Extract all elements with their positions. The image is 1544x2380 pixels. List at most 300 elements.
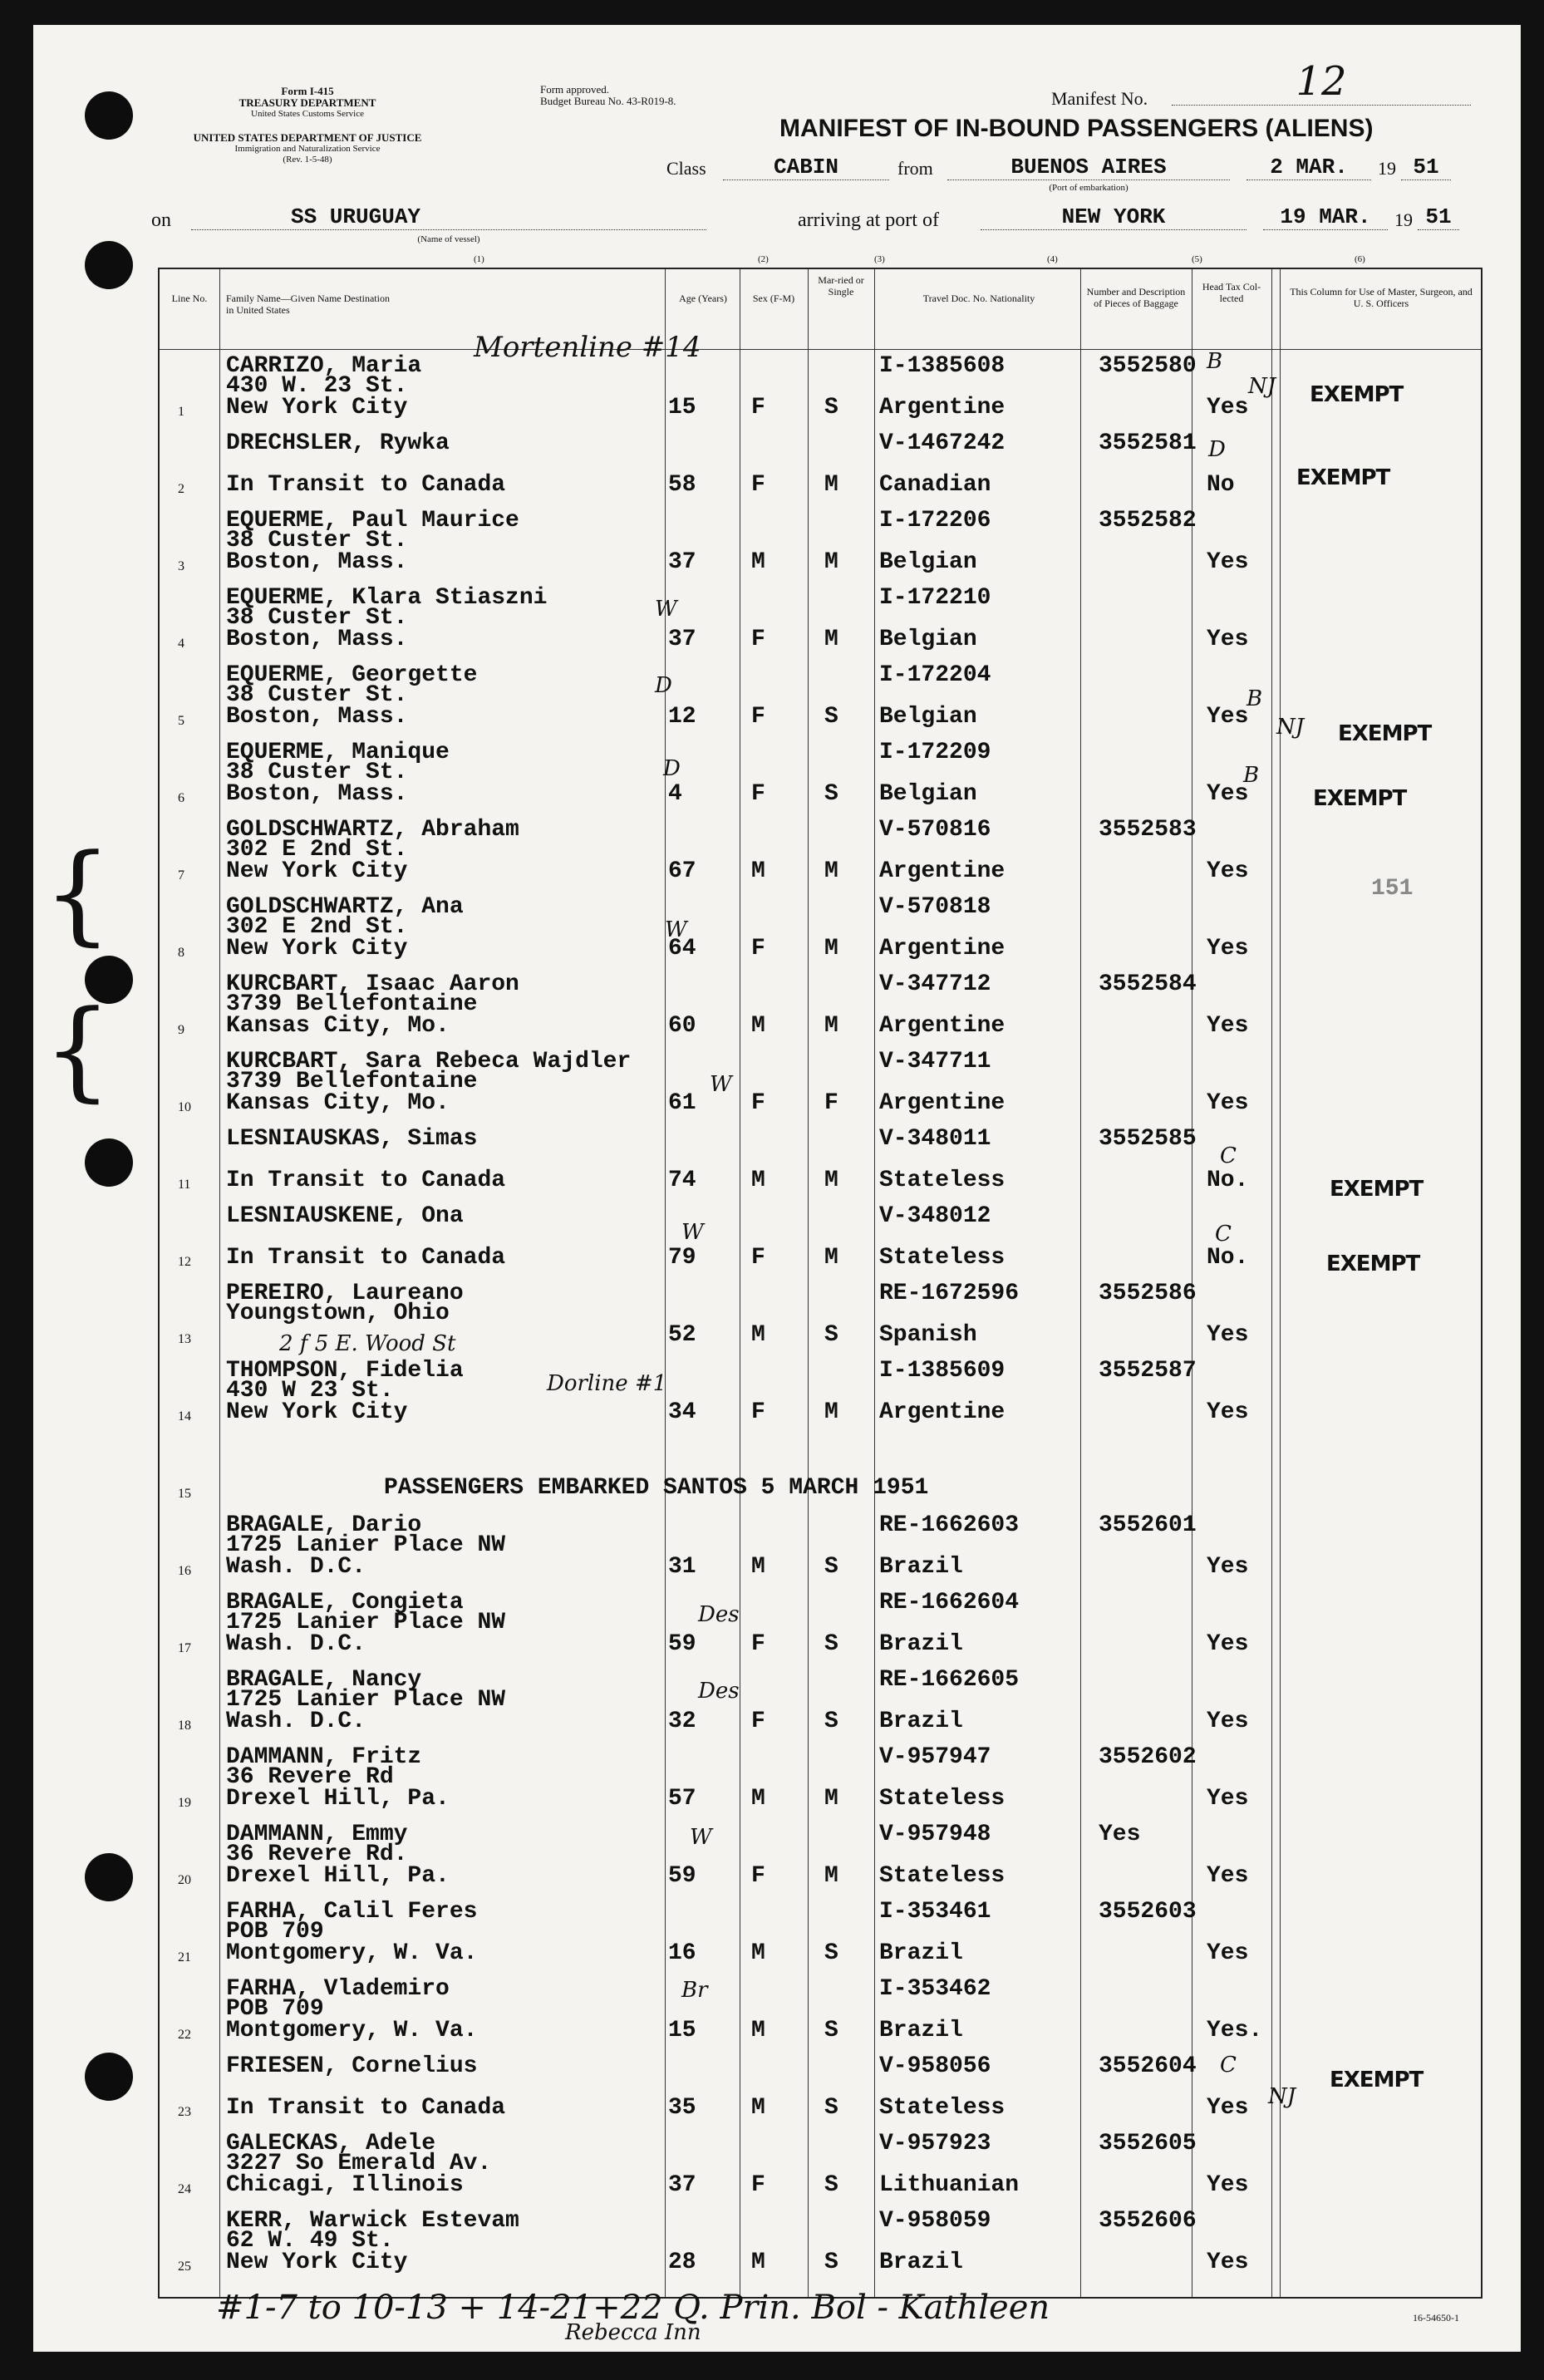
handwritten-d: D (1208, 437, 1226, 462)
line-number: 9 (178, 1023, 184, 1037)
row-name: BRAGALE, Dario (226, 1512, 422, 1538)
row-sex: F (751, 1631, 765, 1657)
line-number: 7 (178, 868, 184, 883)
row-travel-doc: I-172206 (879, 508, 991, 534)
exempt-stamp: EXEMPT (1338, 721, 1432, 746)
row-head-tax: Yes (1207, 2095, 1249, 2121)
row-head-tax: No. (1207, 1245, 1249, 1271)
row-sex: F (751, 704, 765, 730)
row-name: FARHA, Vlademiro (226, 1976, 450, 2002)
binder-hole (85, 241, 133, 289)
row-sex: F (751, 2172, 765, 2198)
row-name: DAMMANN, Emmy (226, 1822, 408, 1847)
row-baggage: 3552581 (1099, 430, 1197, 456)
row-sex: F (751, 936, 765, 961)
row-address: 38 Custer St. (226, 528, 408, 553)
row-age: 31 (668, 1554, 696, 1580)
col-number: (4) (1047, 254, 1058, 264)
row-sex: F (751, 472, 765, 498)
row-name: BRAGALE, Nancy (226, 1667, 422, 1693)
row-nationality: Stateless (879, 1245, 1006, 1271)
row-baggage: 3552604 (1099, 2053, 1197, 2079)
row-age: 37 (668, 2172, 696, 2198)
vessel-caption: (Name of vessel) (417, 234, 480, 244)
header-travel-doc: Travel Doc. No. Nationality (922, 293, 1035, 304)
row-age: 52 (668, 1322, 696, 1348)
line-number: 18 (178, 1719, 191, 1733)
line-number: 17 (178, 1641, 191, 1655)
row-marital: S (824, 1709, 838, 1734)
arrival-date: 19 MAR. (1263, 204, 1388, 230)
header-baggage: Number and Description of Pieces of Baggage (1086, 286, 1186, 309)
row-travel-doc: V-570816 (879, 817, 991, 843)
row-baggage: Yes (1099, 1822, 1141, 1847)
row-marital: S (824, 2172, 838, 2198)
row-address: 38 Custer St. (226, 682, 408, 708)
row-name: EQUERME, Paul Maurice (226, 508, 519, 534)
from-label: from (897, 158, 933, 179)
handwritten-c: C (1220, 1143, 1237, 1168)
handwritten-nj: NJ (1248, 374, 1276, 399)
line-number: 15 (178, 1487, 191, 1501)
row-name: PEREIRO, Laureano (226, 1281, 464, 1306)
col-number: (6) (1355, 254, 1365, 264)
row-address: 430 W. 23 St. (226, 373, 408, 399)
departure-year: 51 (1401, 155, 1451, 180)
row-age: 79 (668, 1245, 696, 1271)
row-nationality: Belgian (879, 781, 977, 807)
handwritten-nj: NJ (1276, 715, 1305, 740)
line-number: 16 (178, 1564, 191, 1578)
handwritten-c: C (1215, 1222, 1232, 1247)
manifest-label: Manifest No. (1051, 88, 1148, 109)
row-sex: F (751, 1399, 765, 1425)
row-head-tax: Yes (1207, 1940, 1249, 1966)
handwritten-note-row-1: Mortenline #14 (474, 331, 701, 364)
row-address: 36 Revere Rd. (226, 1842, 408, 1867)
row-marital: F (824, 1090, 838, 1116)
row-sex: F (751, 395, 765, 420)
handwritten-w: W (681, 1220, 704, 1245)
row-name: EQUERME, Klara Stiaszni (226, 585, 548, 611)
row-address: 302 E 2nd St. (226, 914, 408, 940)
row-destination: Wash. D.C. (226, 1554, 366, 1580)
row-destination: Boston, Mass. (226, 781, 408, 807)
row-baggage: 3552587 (1099, 1358, 1197, 1384)
row-head-tax: Yes (1207, 704, 1249, 730)
binder-hole (85, 91, 133, 140)
row-nationality: Argentine (879, 1013, 1006, 1039)
row-nationality: Brazil (879, 1940, 963, 1966)
line-number: 19 (178, 1796, 191, 1810)
binder-hole (85, 2053, 133, 2101)
line-number: 8 (178, 946, 184, 960)
line-number: 14 (178, 1409, 191, 1424)
binder-hole (85, 1138, 133, 1187)
row-travel-doc: I-353461 (879, 1899, 991, 1925)
row-marital: S (824, 395, 838, 420)
row-nationality: Argentine (879, 1090, 1006, 1116)
row-address: 3227 So Emerald Av. (226, 2151, 492, 2176)
row-sex: F (751, 627, 765, 652)
row-name: DAMMANN, Fritz (226, 1744, 422, 1770)
departure-date: 2 MAR. (1247, 155, 1371, 180)
row-baggage: 3552606 (1099, 2208, 1197, 2234)
row-baggage: 3552601 (1099, 1512, 1197, 1538)
row-travel-doc: I-1385609 (879, 1358, 1006, 1384)
row-nationality: Brazil (879, 2250, 963, 2275)
row-name: THOMPSON, Fidelia (226, 1358, 464, 1384)
row-destination: Kansas City, Mo. (226, 1013, 450, 1039)
row-destination: In Transit to Canada (226, 472, 506, 498)
handwritten-nj: NJ (1268, 2084, 1296, 2109)
col-number: (2) (758, 254, 769, 264)
exempt-stamp: EXEMPT (1330, 1177, 1424, 1202)
row-head-tax: Yes (1207, 1786, 1249, 1812)
handwritten-b: B (1207, 349, 1223, 374)
line-number: 13 (178, 1332, 191, 1346)
row-head-tax: Yes (1207, 2172, 1249, 2198)
row-name: FARHA, Calil Feres (226, 1899, 478, 1925)
handwritten-w: W (710, 1072, 732, 1097)
line-number: 5 (178, 714, 184, 728)
row-marital: S (824, 2095, 838, 2121)
handwritten-w: W (665, 917, 687, 942)
row-sex: M (751, 1322, 765, 1348)
row-age: 34 (668, 1399, 696, 1425)
row-address: 1725 Lanier Place NW (226, 1610, 506, 1635)
row-nationality: Argentine (879, 936, 1006, 961)
on-label: on (151, 209, 171, 231)
row-sex: M (751, 1554, 765, 1580)
line-number: 2 (178, 482, 184, 496)
row-name: KERR, Warwick Estevam (226, 2208, 519, 2234)
row-travel-doc: V-957948 (879, 1822, 991, 1847)
row-marital: M (824, 1863, 838, 1889)
passenger-table (158, 268, 1483, 2299)
row-travel-doc: V-957923 (879, 2131, 991, 2156)
row-travel-doc: RE-1662605 (879, 1667, 1020, 1693)
row-age: 61 (668, 1090, 696, 1116)
row-destination: Wash. D.C. (226, 1709, 366, 1734)
row-marital: M (824, 549, 838, 575)
row-travel-doc: V-348012 (879, 1203, 991, 1229)
row-address: POB 709 (226, 1996, 324, 2022)
row-travel-doc: V-348011 (879, 1126, 991, 1152)
row-nationality: Lithuanian (879, 2172, 1020, 2198)
row-marital: S (824, 2250, 838, 2275)
arrival-year: 51 (1418, 204, 1459, 230)
row-sex: F (751, 1863, 765, 1889)
row-head-tax: Yes (1207, 858, 1249, 884)
row-age: 60 (668, 1013, 696, 1039)
row-baggage: 3552583 (1099, 817, 1197, 843)
class-value: CABIN (723, 155, 889, 180)
line-number: 4 (178, 637, 184, 651)
row-marital: S (824, 1940, 838, 1966)
row-nationality: Argentine (879, 1399, 1006, 1425)
row-destination: New York City (226, 936, 408, 961)
handwritten-d: D (663, 756, 681, 781)
row-age: 64 (668, 936, 696, 961)
row-destination: New York City (226, 858, 408, 884)
row-age: 58 (668, 472, 696, 498)
row-name: DRECHSLER, Rywka (226, 430, 450, 456)
row-sex: M (751, 1168, 765, 1193)
row-sex: M (751, 549, 765, 575)
row-age: 59 (668, 1863, 696, 1889)
row-name: CARRIZO, Maria (226, 353, 422, 379)
row-age: 32 (668, 1709, 696, 1734)
row-age: 67 (668, 858, 696, 884)
row-age: 59 (668, 1631, 696, 1657)
handwritten-b: B (1247, 686, 1263, 711)
vessel-name: SS URUGUAY (191, 204, 706, 230)
row-marital: M (824, 1245, 838, 1271)
row-travel-doc: RE-1662604 (879, 1590, 1020, 1615)
row-destination: Drexel Hill, Pa. (226, 1863, 450, 1889)
row-address: 38 Custer St. (226, 760, 408, 785)
row-head-tax: Yes. (1207, 2018, 1263, 2043)
row-travel-doc: V-570818 (879, 894, 991, 920)
row-age: 35 (668, 2095, 696, 2121)
row-baggage: 3552602 (1099, 1744, 1197, 1770)
row-destination: Montgomery, W. Va. (226, 2018, 478, 2043)
row-address: POB 709 (226, 1919, 324, 1945)
row-name: KURCBART, Isaac Aaron (226, 971, 519, 997)
row-baggage: 3552584 (1099, 971, 1197, 997)
row-marital: S (824, 704, 838, 730)
port-of-embarkation: BUENOS AIRES (947, 155, 1230, 180)
row-name: BRAGALE, Congieta (226, 1590, 464, 1615)
row-age: 16 (668, 1940, 696, 1966)
row-head-tax: Yes (1207, 936, 1249, 961)
row-sex: F (751, 1090, 765, 1116)
row-nationality: Belgian (879, 549, 977, 575)
class-label: Class (666, 158, 706, 179)
row-travel-doc: I-172209 (879, 740, 991, 765)
row-sex: M (751, 1786, 765, 1812)
row-destination: Wash. D.C. (226, 1631, 366, 1657)
exempt-stamp: EXEMPT (1310, 382, 1404, 407)
row-destination: New York City (226, 2250, 408, 2275)
row-destination: Drexel Hill, Pa. (226, 1786, 450, 1812)
row-marital: M (824, 1399, 838, 1425)
line-number: 20 (178, 1873, 191, 1887)
row-age: 37 (668, 549, 696, 575)
santos-banner: PASSENGERS EMBARKED SANTOS 5 MARCH 1951 (384, 1475, 929, 1501)
handwritten-note-row-14: Dorline #1 (547, 1371, 667, 1396)
row-head-tax: Yes (1207, 1554, 1249, 1580)
exempt-stamp: EXEMPT (1313, 786, 1407, 811)
row-marital: M (824, 1168, 838, 1193)
faded-stamp: 151 (1371, 876, 1414, 902)
handwritten-des: Des (698, 1602, 740, 1627)
header-sex: Sex (F-M) (752, 293, 795, 304)
row-address: 1725 Lanier Place NW (226, 1532, 506, 1558)
row-nationality: Stateless (879, 1168, 1006, 1193)
row-destination: Boston, Mass. (226, 704, 408, 730)
arriving-label: arriving at port of (798, 209, 939, 231)
row-address: 3739 Bellefontaine (226, 991, 478, 1017)
row-baggage: 3552586 (1099, 1281, 1197, 1306)
line-number: 21 (178, 1950, 191, 1964)
row-destination: In Transit to Canada (226, 1245, 506, 1271)
row-address: 36 Revere Rd (226, 1764, 394, 1790)
header-married: Mar-ried or Single (818, 274, 864, 298)
row-baggage: 3552603 (1099, 1899, 1197, 1925)
row-nationality: Argentine (879, 858, 1006, 884)
row-destination: Chicagi, Illinois (226, 2172, 464, 2198)
header-name: Family Name—Given Name Destination in United States (226, 293, 390, 316)
row-head-tax: Yes (1207, 1322, 1249, 1348)
form-number: Form I-415 (281, 85, 334, 97)
line-number: 23 (178, 2105, 191, 2119)
row-destination: Boston, Mass. (226, 549, 408, 575)
row-sex: F (751, 781, 765, 807)
row-address: 3739 Bellefontaine (226, 1069, 478, 1094)
row-age: 15 (668, 2018, 696, 2043)
col-number: (5) (1192, 254, 1202, 264)
row-head-tax: Yes (1207, 2250, 1249, 2275)
row-sex: M (751, 2018, 765, 2043)
row-marital: M (824, 627, 838, 652)
row-name: LESNIAUSKAS, Simas (226, 1126, 478, 1152)
handwritten-w: W (690, 1825, 712, 1850)
row-sex: M (751, 2095, 765, 2121)
binder-hole (85, 1853, 133, 1901)
row-marital: M (824, 858, 838, 884)
row-address: 430 W 23 St. (226, 1378, 394, 1404)
header-officers: This Column for Use of Master, Surgeon, and U. S. Officers (1290, 286, 1473, 309)
row-destination: Montgomery, W. Va. (226, 1940, 478, 1966)
row-baggage: 3552582 (1099, 508, 1197, 534)
row-head-tax: Yes (1207, 549, 1249, 575)
customs-service: United States Customs Service (251, 109, 364, 119)
row-age: 15 (668, 395, 696, 420)
line-number: 3 (178, 559, 184, 573)
row-travel-doc: V-958056 (879, 2053, 991, 2079)
row-name: KURCBART, Sara Rebeca Wajdler (226, 1049, 632, 1074)
row-marital: M (824, 1786, 838, 1812)
row-sex: F (751, 1709, 765, 1734)
treasury-dept: TREASURY DEPARTMENT (238, 96, 376, 109)
row-destination: New York City (226, 1399, 408, 1425)
row-nationality: Belgian (879, 627, 977, 652)
row-marital: S (824, 781, 838, 807)
row-nationality: Brazil (879, 1709, 963, 1734)
row-nationality: Belgian (879, 704, 977, 730)
header-head-tax: Head Tax Col-lected (1202, 281, 1261, 304)
row-travel-doc: V-958059 (879, 2208, 991, 2234)
row-head-tax: Yes (1207, 627, 1249, 652)
row-marital: S (824, 1322, 838, 1348)
row-name: GALECKAS, Adele (226, 2131, 436, 2156)
handwritten-w: W (655, 597, 677, 622)
budget-bureau: Budget Bureau No. 43-R019-8. (540, 95, 676, 107)
row-sex: F (751, 1245, 765, 1271)
row-travel-doc: V-347711 (879, 1049, 991, 1074)
manifest-number: 12 (1172, 58, 1471, 106)
row-nationality: Stateless (879, 1863, 1006, 1889)
row-travel-doc: I-1385608 (879, 353, 1006, 379)
line-number: 12 (178, 1255, 191, 1269)
row-marital: S (824, 2018, 838, 2043)
row-travel-doc: RE-1672596 (879, 1281, 1020, 1306)
header-age: Age (Years) (679, 293, 727, 304)
row-destination: Boston, Mass. (226, 627, 408, 652)
row-travel-doc: I-353462 (879, 1976, 991, 2002)
row-address: 38 Custer St. (226, 605, 408, 631)
row-baggage: 3552580 (1099, 353, 1197, 379)
row-sex: M (751, 2250, 765, 2275)
family-bracket: { (43, 830, 112, 956)
row-destination: In Transit to Canada (226, 1168, 506, 1193)
row-travel-doc: V-347712 (879, 971, 991, 997)
row-head-tax: Yes (1207, 395, 1249, 420)
line-number: 25 (178, 2260, 191, 2274)
row-head-tax: Yes (1207, 1013, 1249, 1039)
row-address: 62 W. 49 St. (226, 2228, 394, 2254)
handwritten-d: D (655, 673, 672, 698)
row-name: GOLDSCHWARTZ, Abraham (226, 817, 519, 843)
row-name: EQUERME, Manique (226, 740, 450, 765)
row-nationality: Spanish (879, 1322, 977, 1348)
row-name: FRIESEN, Cornelius (226, 2053, 478, 2079)
line-number: 24 (178, 2182, 191, 2196)
row-address: Youngstown, Ohio (226, 1301, 450, 1326)
exempt-stamp: EXEMPT (1296, 465, 1390, 490)
revision: (Rev. 1-5-48) (283, 155, 332, 165)
line-number: 10 (178, 1100, 191, 1114)
row-travel-doc: I-172204 (879, 662, 991, 688)
print-code: 16-54650-1 (1413, 2312, 1459, 2323)
port-caption: (Port of embarkation) (1049, 183, 1128, 193)
line-number: 6 (178, 791, 184, 805)
row-head-tax: Yes (1207, 1631, 1249, 1657)
line-number: 11 (178, 1178, 191, 1192)
row-address: 302 E 2nd St. (226, 837, 408, 863)
header-line-no: Line No. (171, 293, 208, 304)
handwritten-br: Br (681, 1978, 708, 2003)
row-baggage: 3552605 (1099, 2131, 1197, 2156)
row-sex: M (751, 858, 765, 884)
footer-handwriting-2: Rebecca Inn (565, 2320, 701, 2345)
form-approved: Form approved. (540, 83, 610, 96)
row-destination: In Transit to Canada (226, 2095, 506, 2121)
row-baggage: 3552585 (1099, 1126, 1197, 1152)
row-name: GOLDSCHWARTZ, Ana (226, 894, 464, 920)
row-address: 1725 Lanier Place NW (226, 1687, 506, 1713)
row-head-tax: Yes (1207, 1399, 1249, 1425)
row-destination: Kansas City, Mo. (226, 1090, 450, 1116)
row-sex: M (751, 1940, 765, 1966)
handwritten-des: Des (698, 1679, 740, 1704)
family-bracket: { (43, 986, 112, 1113)
manifest-title: MANIFEST OF IN-BOUND PASSENGERS (ALIENS) (779, 115, 1374, 142)
row-destination: New York City (226, 395, 408, 420)
row-marital: S (824, 1631, 838, 1657)
row-head-tax: Yes (1207, 781, 1249, 807)
row-age: 28 (668, 2250, 696, 2275)
row-sex: M (751, 1013, 765, 1039)
handwritten-address-row-13: 2 f 5 E. Wood St (279, 1331, 456, 1356)
row-nationality: Stateless (879, 1786, 1006, 1812)
ins-service: Immigration and Naturalization Service (234, 144, 381, 154)
row-marital: S (824, 1554, 838, 1580)
row-travel-doc: I-172210 (879, 585, 991, 611)
row-head-tax: No (1207, 472, 1235, 498)
